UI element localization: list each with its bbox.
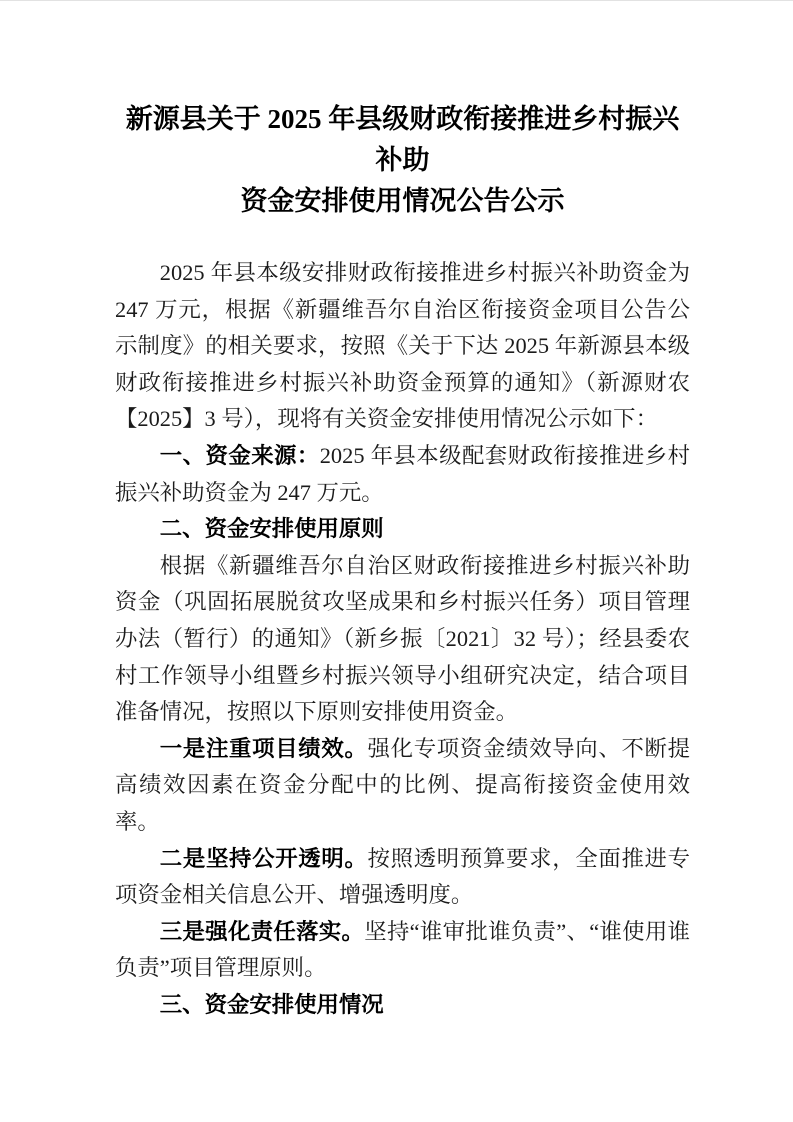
principle-3 <box>115 914 690 987</box>
section-3-heading <box>115 987 690 1024</box>
bold-run: 一是注重项目绩效。 <box>159 735 368 761</box>
section-2-intro <box>115 548 690 731</box>
section-1-funding-source <box>115 438 690 511</box>
text-run: 坚持“谁审批谁负责”、“谁使用谁负责”项目管理原则。 <box>115 918 690 981</box>
principle-1 <box>115 731 690 841</box>
bold-run: 一、资金来源： <box>159 442 320 468</box>
document-title-line2: 资金安排使用情况公告公示 <box>240 186 565 216</box>
intro-paragraph <box>115 255 690 438</box>
document-title-line1: 新源县关于 2025 年县级财政衔接推进乡村振兴补助 <box>125 104 680 175</box>
text-run: 按照透明预算要求，全面推进专项资金相关信息公开、增强透明度。 <box>115 845 691 908</box>
principle-2 <box>115 841 690 914</box>
section-2-heading <box>115 511 690 548</box>
document-title <box>115 99 690 222</box>
bold-run: 三是强化责任落实。 <box>159 918 365 944</box>
text-run: 强化专项资金绩效导向、不断提高绩效因素在资金分配中的比例、提高衔接资金使用效率。 <box>115 735 691 834</box>
text-run: 根据《新疆维吾尔自治区财政衔接推进乡村振兴补助资金（巩固拓展脱贫攻坚成果和乡村振兴任务）项目管理办法（暂行）的通知》（新乡振〔2021〕32 号）；经县委农村工作领导小组暨乡村振兴领导小组研究决定，结合项目准备情况，按照以下原则安排使用资金。 <box>115 552 690 725</box>
text-run: 2025 年县本级安排财政衔接推进乡村振兴补助资金为 247 万元，根据《新疆维吾尔自治区衔接资金项目公告公示制度》的相关要求，按照《关于下达 2025 年新源县本级财政衔接推进乡村振兴补助资金预算的通知》（新源财农【2025】3 号），现将有关资金安排使用情况公示如下： <box>115 260 690 432</box>
bold-run: 二、资金安排使用原则 <box>159 516 384 542</box>
text-run: 2025 年县本级配套财政衔接推进乡村振兴补助资金为 247 万元。 <box>115 442 690 505</box>
document-body <box>115 255 690 1023</box>
bold-run: 二是坚持公开透明。 <box>159 845 368 871</box>
bold-run: 三、资金安排使用情况 <box>159 991 384 1017</box>
